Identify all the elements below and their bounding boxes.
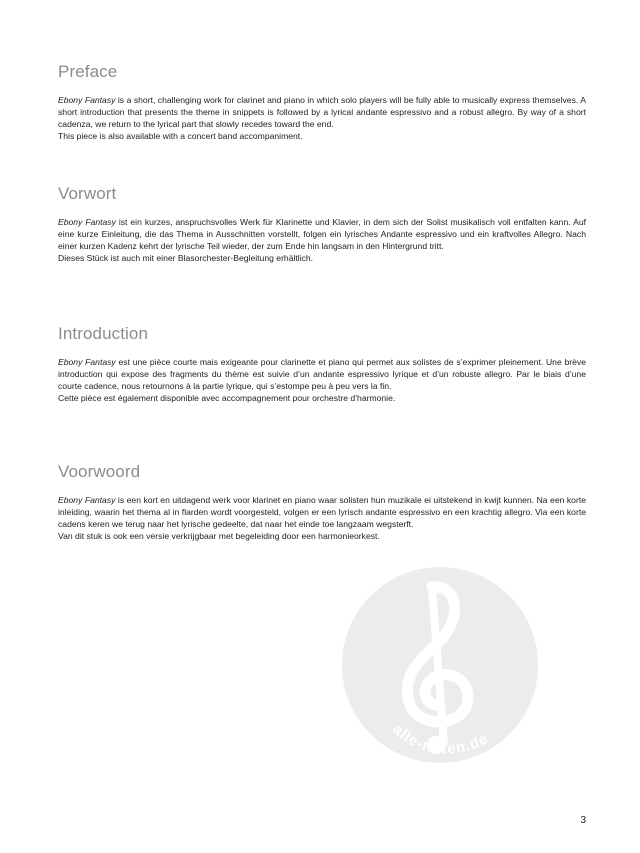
section-paragraph (58, 494, 586, 530)
section-heading: Voorwoord (58, 462, 141, 481)
paragraph-text: is een kort en uitdagend werk voor klarinet en piano waar solisten hun muzikale ei uitstekend in kwijt kunnen. Na een korte inleiding, waarin het thema al in flarden wordt voorgesteld, volgen er een lyrisch andante espressivo en een krachtig allegro. Via een korte cadens keren we terug naar het lyrische gedeelte, dat naar het einde toe langzaam wegsterft. (58, 495, 586, 530)
section-note: Van dit stuk is ook een versie verkrijgbaar met begeleiding door een harmonieorkest. (58, 531, 380, 542)
work-title: Ebony Fantasy (58, 495, 116, 505)
paragraph-text: est une pièce courte mais exigeante pour clarinette et piano qui permet aux solistes de s’exprimer pleinement. Une brève introduction qui expose des fragments du thème est suivie d’un andante espressivo lyrique et d’un robuste allegro. Par le biais d’une courte cadence, nous retournons à la partie lyrique, qui s’estompe peu à peu vers la fin. (58, 357, 586, 392)
section-note: This piece is also available with a concert band accompaniment. (58, 131, 303, 142)
work-title: Ebony Fantasy (58, 357, 116, 367)
watermark-text: alle-noten.de (389, 720, 492, 758)
section-note: Dieses Stück ist auch mit einer Blasorchester-Begleitung erhältlich. (58, 253, 314, 264)
paragraph-text: is a short, challenging work for clarinet and piano in which solo players will be fully able to musically express themselves. A short introduction that presents the theme in snippets is followed by a lyrical andante espressivo and a robust allegro. By way of a short cadenza, we return to the lyrical part that slowly recedes toward the end. (58, 95, 586, 130)
section-preface (58, 62, 586, 142)
section-heading: Preface (58, 62, 118, 81)
section-introduction (58, 324, 586, 404)
section-heading: Introduction (58, 324, 149, 343)
paragraph-text: ist ein kurzes, anspruchsvolles Werk für Klarinette und Klavier, in dem sich der Solist musikalisch voll entfalten kann. Auf eine kurze Einleitung, die das Thema in Ausschnitten vorstellt, folgen ein lyrisches Andante espressivo und ein kraftvolles Allegro. Nach einer kurzen Kadenz kehrt der lyrische Teil wieder, der zum Ende hin langsam in den Hintergrund tritt. (58, 217, 586, 252)
section-paragraph (58, 356, 586, 392)
watermark (340, 565, 540, 765)
section-voorwoord (58, 462, 586, 542)
treble-clef-icon (340, 565, 540, 765)
work-title: Ebony Fantasy (58, 95, 116, 105)
section-vorwort (58, 184, 586, 264)
page-number: 3 (580, 815, 586, 826)
section-heading: Vorwort (58, 184, 117, 203)
section-note: Cette pièce est également disponible avec accompagnement pour orchestre d’harmonie. (58, 393, 396, 404)
section-paragraph (58, 94, 586, 130)
work-title: Ebony Fantasy (58, 217, 116, 227)
section-paragraph (58, 216, 586, 252)
